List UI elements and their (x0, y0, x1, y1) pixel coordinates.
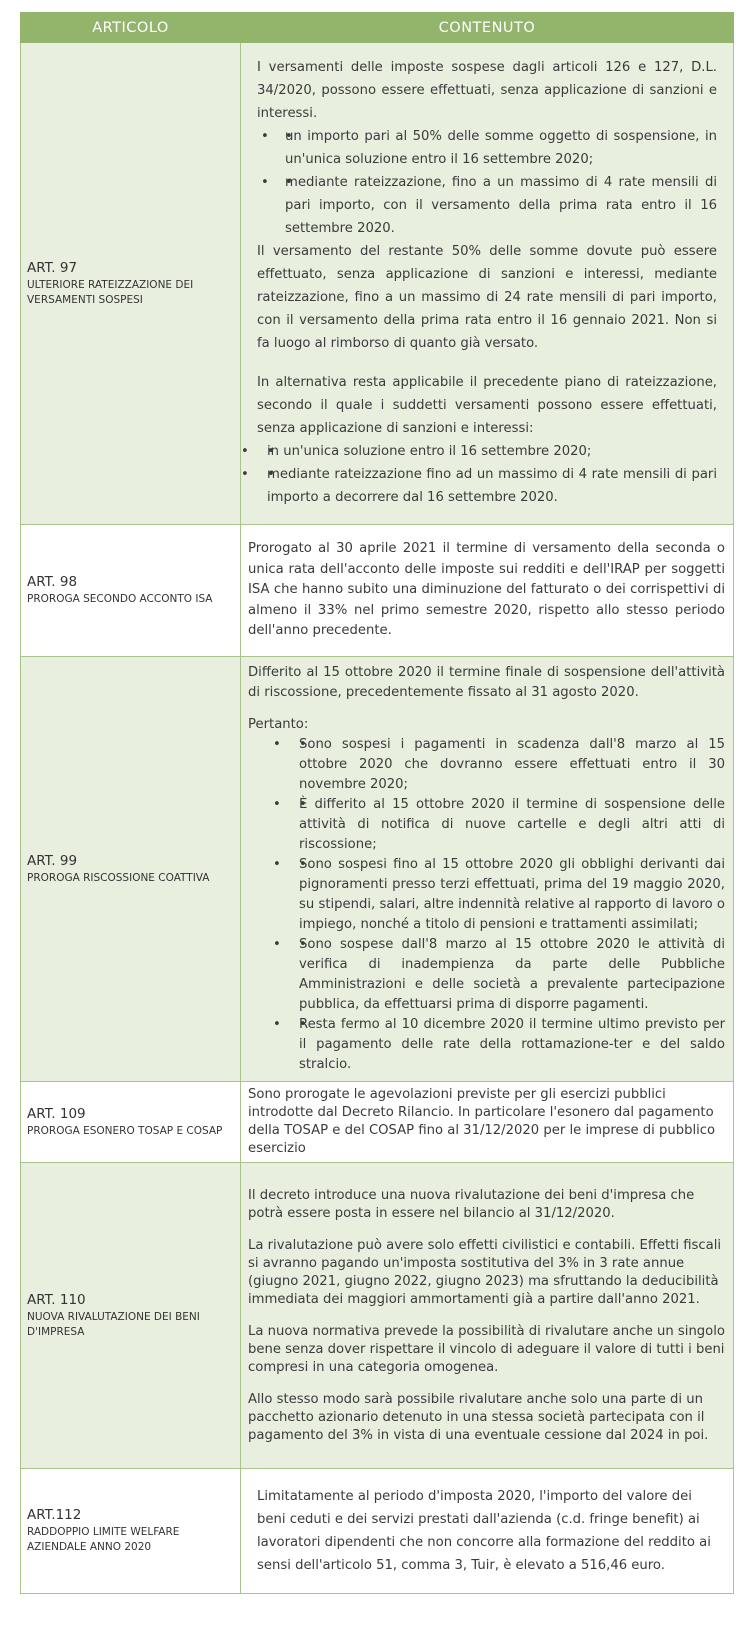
article-number: ART. 99 (27, 852, 78, 869)
table-row-art-97 (21, 43, 734, 525)
article-cell (21, 1163, 241, 1469)
paragraph: Prorogato al 30 aprile 2021 il termine di versamento della seconda o unica rata dell'acconto delle imposte sui redditi e dell'IRAP per soggetti ISA che hanno subito una diminuzione del fatturato o dei corrispettivi di almeno il 33% nel primo semestre 2020, rispetto allo stesso periodo dell'anno precedente. (248, 541, 725, 639)
article-cell (21, 525, 241, 657)
list-item: • • Sono sospesi fino al 15 ottobre 2020 gli obblighi derivanti dai pignoramenti presso terzi effettuati, prima del 19 maggio 2020, su stipendi, salari, altre indennità relative al rapporto di lavoro o impiego, nonché a titolo di pensioni e trattamenti assimilati; (299, 855, 725, 935)
article-title-line: NUOVA RIVALUTAZIONE DEI BENI (27, 1310, 200, 1323)
content-cell (241, 1469, 734, 1594)
article-title-line: RADDOPPIO LIMITE WELFARE (27, 1526, 180, 1538)
article-title (27, 278, 240, 308)
paragraph: La nuova normativa prevede la possibilità di rivalutare anche un singolo bene senza dover rispettare il vincolo di adeguare il valore di tutti i beni compresi in una categoria omogenea. (248, 1323, 725, 1375)
article-cell (21, 1082, 241, 1163)
content-cell (241, 43, 734, 525)
article-cell (21, 657, 241, 1082)
article-number: ART. 98 (27, 574, 78, 590)
bullet-list (257, 125, 717, 240)
table-row-art-112 (21, 1469, 734, 1594)
table-row-art-98 (21, 525, 734, 657)
paragraph: Il decreto introduce una nuova rivalutazione dei beni d'impresa che potrà essere posta in essere nel bilancio al 31/12/2020. (248, 1187, 695, 1221)
paragraph: In alternativa resta applicabile il precedente piano di rateizzazione, secondo il quale i suddetti versamenti possono essere effettuati, senza applicazione di sanzioni e interessi: (257, 375, 717, 436)
article-title: PROROGA ESONERO TOSAP E COSAP (27, 1124, 223, 1137)
lead-text: Pertanto: (248, 717, 309, 732)
table-row-art-109 (21, 1082, 734, 1163)
paragraph: Allo stesso modo sarà possibile rivalutare anche solo una parte di un pacchetto azionario detenuto in una stessa società partecipata con il pagamento del 3% in vista di una eventuale cessione dal 2024 in poi. (248, 1391, 709, 1443)
header-contenuto: CONTENUTO (241, 13, 734, 43)
list-item: • • Sono sospesi i pagamenti in scadenza dall'8 marzo al 15 ottobre 2020 che dovranno essere effettuati entro il 30 novembre 2020; (299, 735, 725, 795)
bullet-list (248, 735, 725, 1075)
list-item: • • È differito al 15 ottobre 2020 il termine di sospensione delle attività di notifica di nuove cartelle e degli altri atti di riscossione; (299, 795, 725, 855)
bullet-list (241, 440, 717, 509)
article-title-line: D'IMPRESA (27, 1325, 85, 1338)
article-number: ART.112 (27, 1507, 82, 1523)
article-cell (21, 43, 241, 525)
list-item: • • mediante rateizzazione fino ad un massimo di 4 rate mensili di pari importo a decorrere dal 16 settembre 2020. (267, 463, 717, 509)
article-title: PROROGA SECONDO ACCONTO ISA (27, 593, 213, 605)
article-title (27, 1525, 240, 1555)
paragraph: Differito al 15 ottobre 2020 il termine finale di sospensione dell'attività di riscossione, precedentemente fissato al 31 agosto 2020. (248, 665, 725, 700)
paragraph: Il versamento del restante 50% delle somme dovute può essere effettuato, senza applicazione di sanzioni e interessi, mediante rateizzazione, fino a un massimo di 24 rate mensili di pari importo, con il versamento della prima rata entro il 16 gennaio 2021. Non si fa luogo al rimborso di quanto già versato. (257, 244, 717, 351)
content-cell (241, 657, 734, 1082)
paragraph: Limitatamente al periodo d'imposta 2020, l'importo del valore dei beni ceduti e dei servizi prestati dall'azienda (c.d. fringe benefit) ai lavoratori dipendenti che non concorre alla formazione del reddito ai sensi dell'articolo 51, comma 3, Tuir, è elevato a 516,46 euro. (257, 1489, 711, 1573)
content-cell (241, 1163, 734, 1469)
article-number: ART. 109 (27, 1105, 86, 1122)
article-title-line: VERSAMENTI SOSPESI (27, 293, 143, 306)
list-item: • • Sono sospese dall'8 marzo al 15 ottobre 2020 le attività di verifica di inadempienza da parte delle Pubbliche Amministrazioni e delle società a prevalente partecipazione pubblica, da effettuarsi prima di disporre pagamenti. (299, 935, 725, 1015)
article-title (27, 1310, 240, 1340)
table-row-art-110 (21, 1163, 734, 1469)
article-number: ART. 110 (27, 1291, 86, 1308)
article-title: PROROGA RISCOSSIONE COATTIVA (27, 871, 210, 884)
article-cell (21, 1469, 241, 1594)
content-cell (241, 1082, 734, 1163)
header-articolo: ARTICOLO (21, 13, 241, 43)
article-title-line: AZIENDALE ANNO 2020 (27, 1541, 152, 1553)
paragraph: La rivalutazione può avere solo effetti civilistici e contabili. Effetti fiscali si avranno pagando un'imposta sostitutiva del 3% in 3 rate annue (giugno 2021, giugno 2022, giugno 2023) ma sfruttando la deducibilità immediata dei maggiori ammortamenti già a partire dall'anno 2021. (248, 1237, 722, 1307)
list-item: • • mediante rateizzazione, fino a un massimo di 4 rate mensili di pari importo, con il versamento della prima rata entro il 16 settembre 2020. (285, 171, 717, 240)
articles-table (20, 12, 734, 1594)
table-header-row (21, 13, 734, 43)
paragraph: I versamenti delle imposte sospese dagli articoli 126 e 127, D.L. 34/2020, possono essere effettuati, senza applicazione di sanzioni e interessi. (257, 60, 717, 121)
article-number: ART. 97 (27, 259, 78, 276)
list-item: • • un importo pari al 50% delle somme oggetto di sospensione, in un'unica soluzione entro il 16 settembre 2020; (285, 125, 717, 171)
table-row-art-99 (21, 657, 734, 1082)
article-title-line: ULTERIORE RATEIZZAZIONE DEI (27, 278, 194, 291)
paragraph: Sono prorogate le agevolazioni previste per gli esercizi pubblici introdotte dal Decreto Rilancio. In particolare l'esonero dal pagamento della TOSAP e del COSAP fino al 31/12/2020 per le imprese di pubblico esercizio (248, 1087, 716, 1156)
content-cell (241, 525, 734, 657)
list-item: • • Resta fermo al 10 dicembre 2020 il termine ultimo previsto per il pagamento delle rate della rottamazione-ter e del saldo stralcio. (299, 1015, 725, 1075)
list-item: • • in un'unica soluzione entro il 16 settembre 2020; (267, 440, 717, 463)
